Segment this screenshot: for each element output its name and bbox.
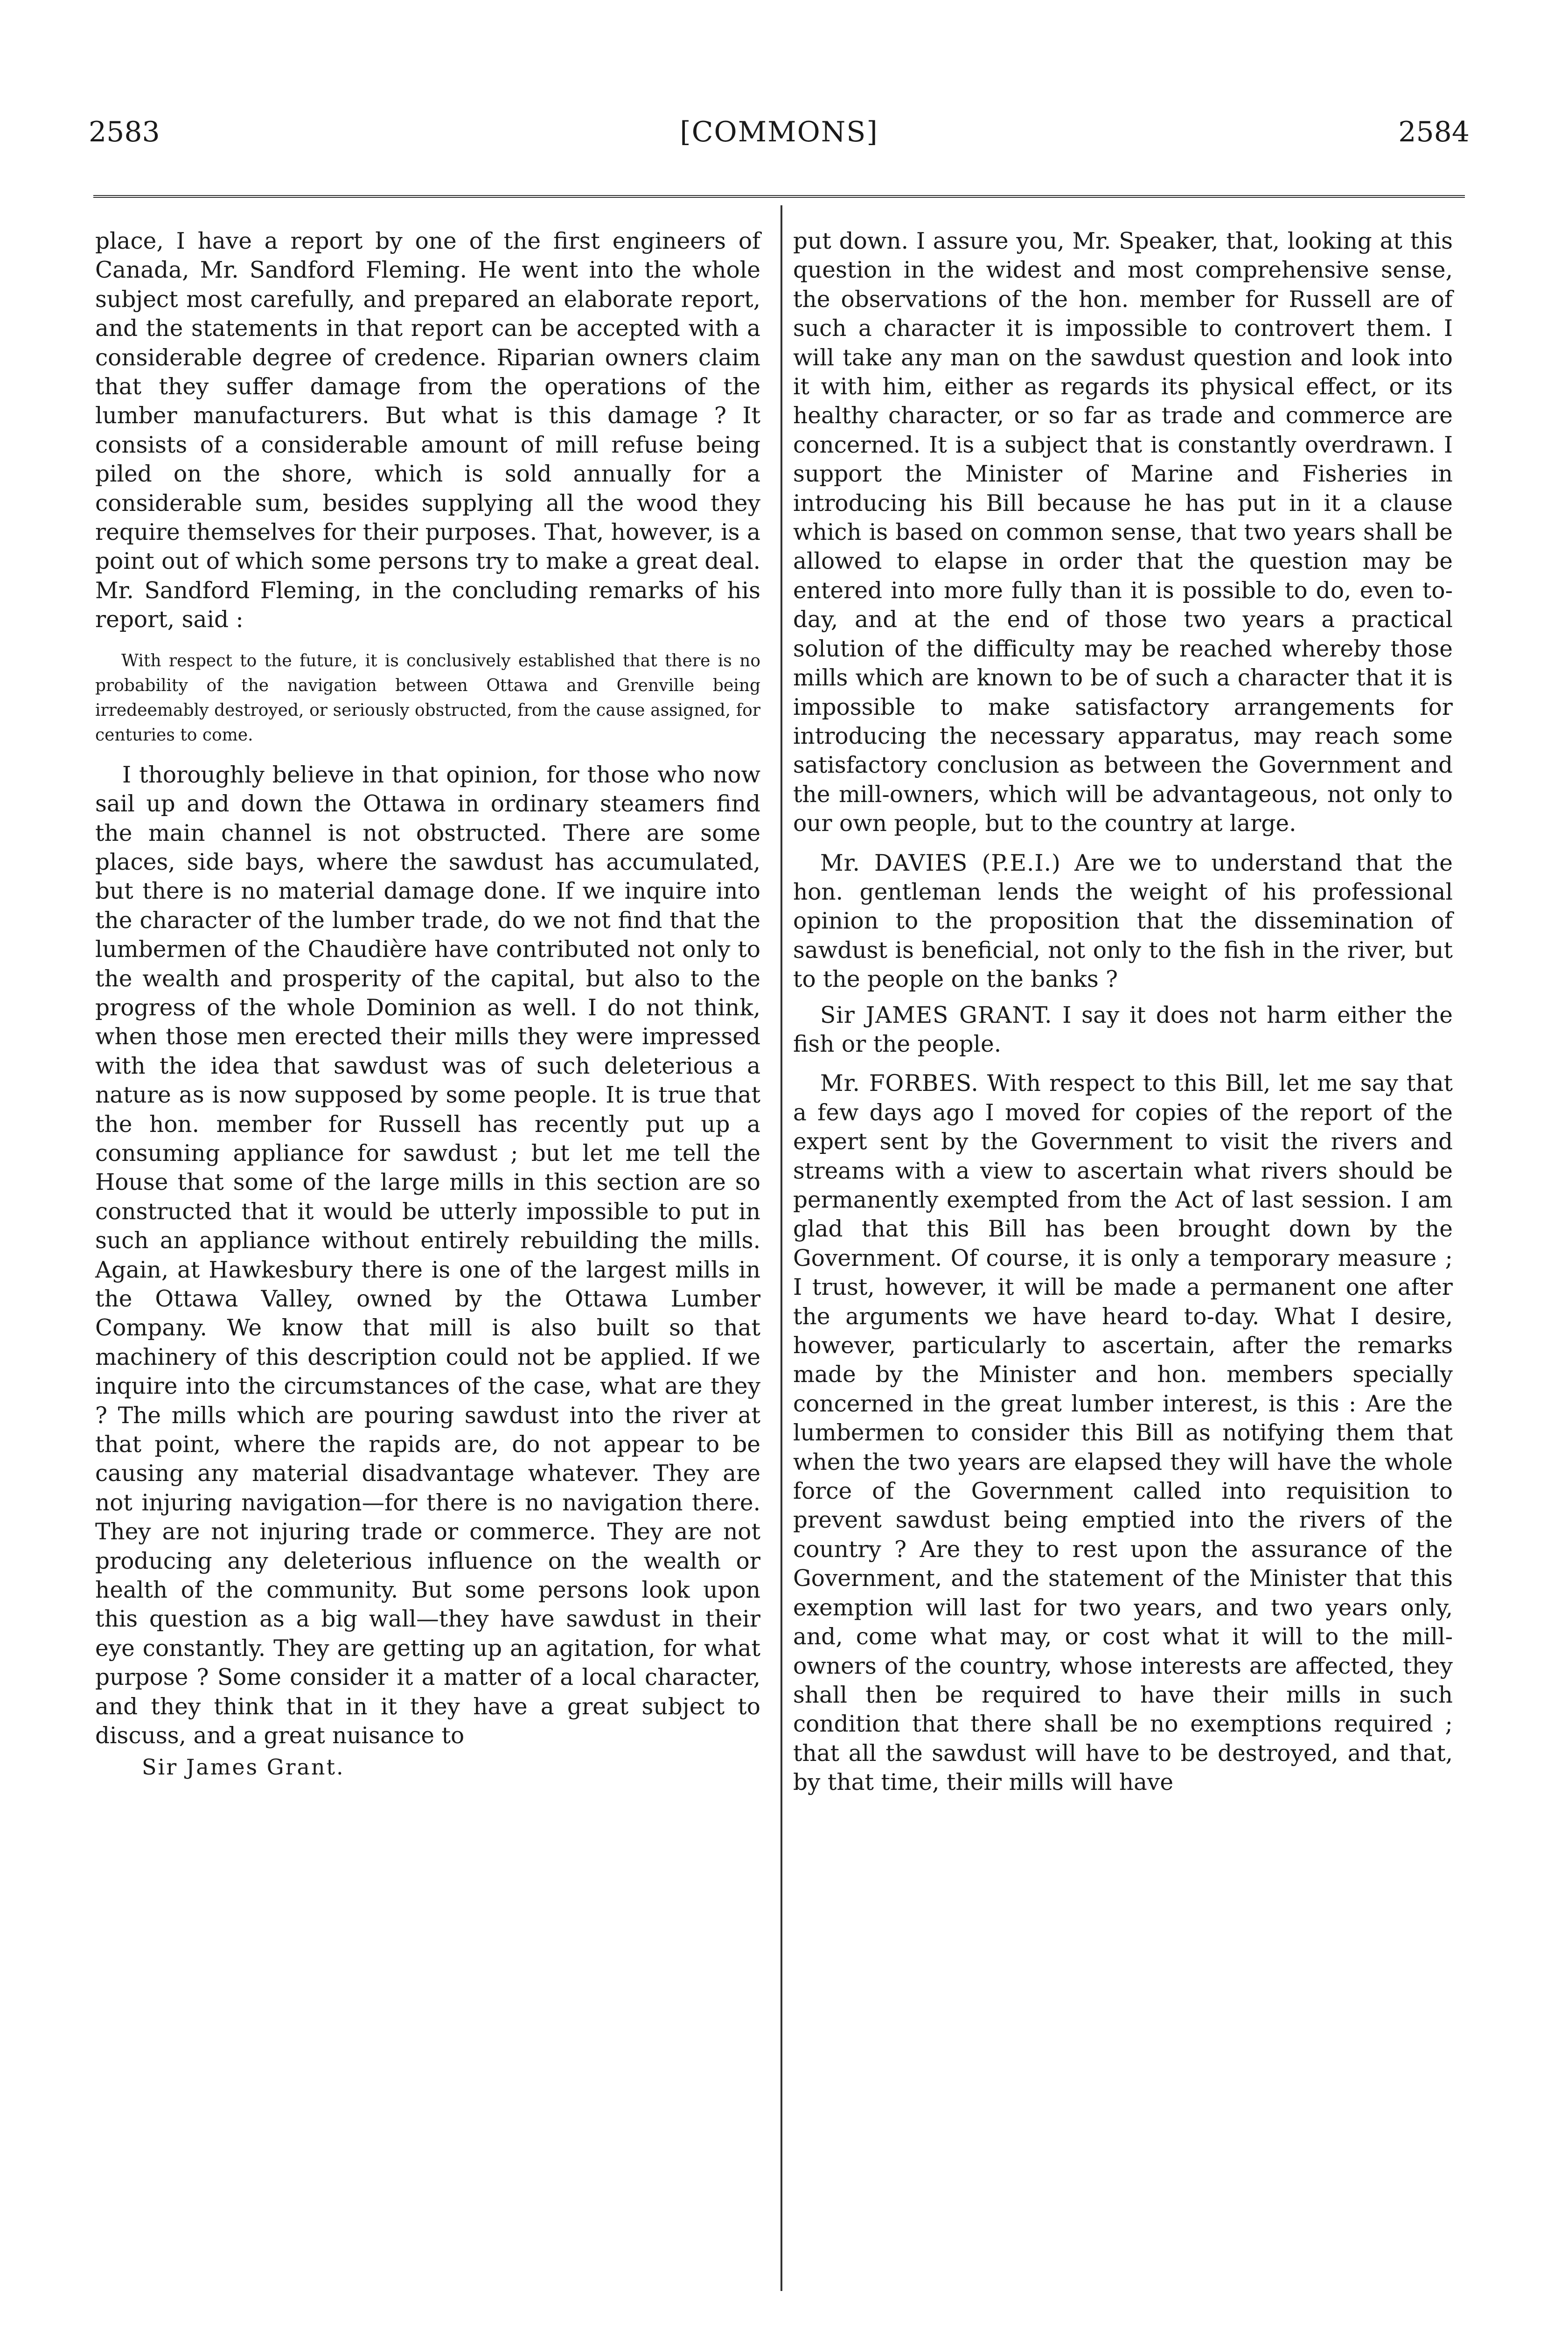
running-head: [COMMONS] [680, 116, 878, 148]
right-paragraph-1: put down. I assure you, Mr. Speaker, that, looking at this question in the widest and most comprehensive sense, the observations of the hon. member for Russell are of such a character it is impossible to controvert them. I will take any man on the sawdust question and look into it with him, either as regards its physical effect, or its healthy character, or so far as trade and commerce are concerned. It is a subject that is constantly overdrawn. I support the Minister of Marine and Fisheries in introducing his Bill because he has put in it a clause which is based on common sense, that two years shall be allowed to elapse in order that the question may be entered into more fully than it is possible to do, even to-day, and at the end of those two years a practical solution of the difficulty may be reached whereby those mills which are known to be of such a character that it is impossible to make satisfactory arrangements for introducing the necessary apparatus, may reach some satisfactory conclusion as between the Government and the mill-owners, which will be advantageous, not only to our own people, but to the country at large. [793, 228, 1453, 837]
page-number-left: 2583 [89, 116, 160, 148]
forbes-speech [793, 1069, 1453, 1797]
right-column [793, 227, 1453, 1797]
left-paragraph-1: place, I have a report by one of the first engineers of Canada, Mr. Sandford Fleming. He went into the whole subject most carefully, and prepared an elaborate report, and the statements in that report can be accepted with a considerable degree of credence. Riparian owners claim that they suffer damage from the operations of the lumber manufacturers. But what is this damage ? It consists of a considerable amount of mill refuse being piled on the shore, which is sold annually for a considerable sum, besides supplying all the wood they require themselves for their purposes. That, however, is a point out of which some persons try to make a great deal. Mr. Sandford Fleming, in the concluding remarks of his report, said : [95, 228, 760, 633]
grant-speech-text: I say it does not harm either the fish or the people. [793, 1002, 1453, 1057]
column-divider [781, 205, 782, 2291]
page-header [89, 116, 1470, 158]
block-quote: With respect to the future, it is conclusively established that there is no probability of the navigation between Ottawa and Grenville being irredeemably destroyed, or seriously obstructed, from the cause assigned, for centuries to come. [95, 651, 760, 745]
speaker-name-davies: Mr. DAVIES (P.E.I.) [820, 850, 1061, 876]
page-number-right: 2584 [1398, 116, 1470, 148]
left-column [95, 227, 760, 1781]
left-paragraph-2: I thoroughly believe in that opinion, for those who now sail up and down the Ottawa in ordinary steamers find the main channel is not obstructed. There are some places, side bays, where the sawdust has accumulated, but there is no material damage done. If we inquire into the character of the lumber trade, do we not find that the lumbermen of the Chaudière have contributed not only to the wealth and prosperity of the capital, but also to the progress of the whole Dominion as well. I do not think, when those men erected their mills they were impressed with the idea that sawdust was of such deleterious a nature as is now supposed by some people. It is true that the hon. member for Russell has recently put up a consuming appliance for sawdust ; but let me tell the House that some of the large mills in this section are so constructed that it would be utterly impossible to put in such an appliance without entirely rebuilding the mills. Again, at Hawkesbury there is one of the largest mills in the Ottawa Valley, owned by the Ottawa Lumber Company. We know that mill is also built so that machinery of this description could not be applied. If we inquire into the circumstances of the case, what are they ? The mills which are pouring sawdust into the river at that point, where the rapids are, do not appear to be causing any material disadvantage whatever. They are not injuring navigation—for there is no navigation there. They are not injuring trade or commerce. They are not producing any deleterious influence on the wealth or health of the community. But some persons look upon this question as a big wall—they have sawdust in their eye constantly. They are getting up an agitation, for what purpose ? Some consider it a matter of a local character, and they think that in it they have a great subject to discuss, and a great nuisance to [95, 761, 760, 1749]
davies-speech-text: Are we to understand that the hon. gentleman lends the weight of his professional opinion to the proposition that the dissemination of sawdust is beneficial, not only to the fish in the river, but to the people on the banks ? [793, 850, 1453, 993]
davies-speech [793, 849, 1453, 994]
forbes-speech-text: With respect to this Bill, let me say that a few days ago I moved for copies of the report of the expert sent by the Government to visit the rivers and streams with a view to ascertain what rivers should be permanently exempted from the Act of last session. I am glad that this Bill has been brought down by the Government. Of course, it is only a temporary measure ; I trust, however, it will be made a permanent one after the arguments we have heard to-day. What I desire, however, particularly to ascertain, after the remarks made by the Minister and hon. members specially concerned in the great lumber interest, is this : Are the lumbermen to consider this Bill as notifying them that when the two years are elapsed they will have the whole force of the Government called into requisition to prevent sawdust being emptied into the rivers of the country ? Are they to rest upon the assurance of the Government, and the statement of the Minister that this exemption will last for two years, and two years only, and, come what may, or cost what it will to the mill-owners of the country, whose interests are affected, they shall then be required to have their mills in such condition that there shall be no exemptions required ; that all the sawdust will have to be destroyed, and that, by that time, their mills will have [793, 1070, 1453, 1796]
speaker-attribution: Sir James Grant. [142, 1754, 345, 1780]
speaker-name-forbes: Mr. FORBES. [820, 1070, 979, 1097]
speaker-name-grant: Sir JAMES GRANT. [820, 1002, 1052, 1028]
header-rule [93, 195, 1465, 198]
grant-speech [793, 1001, 1453, 1059]
